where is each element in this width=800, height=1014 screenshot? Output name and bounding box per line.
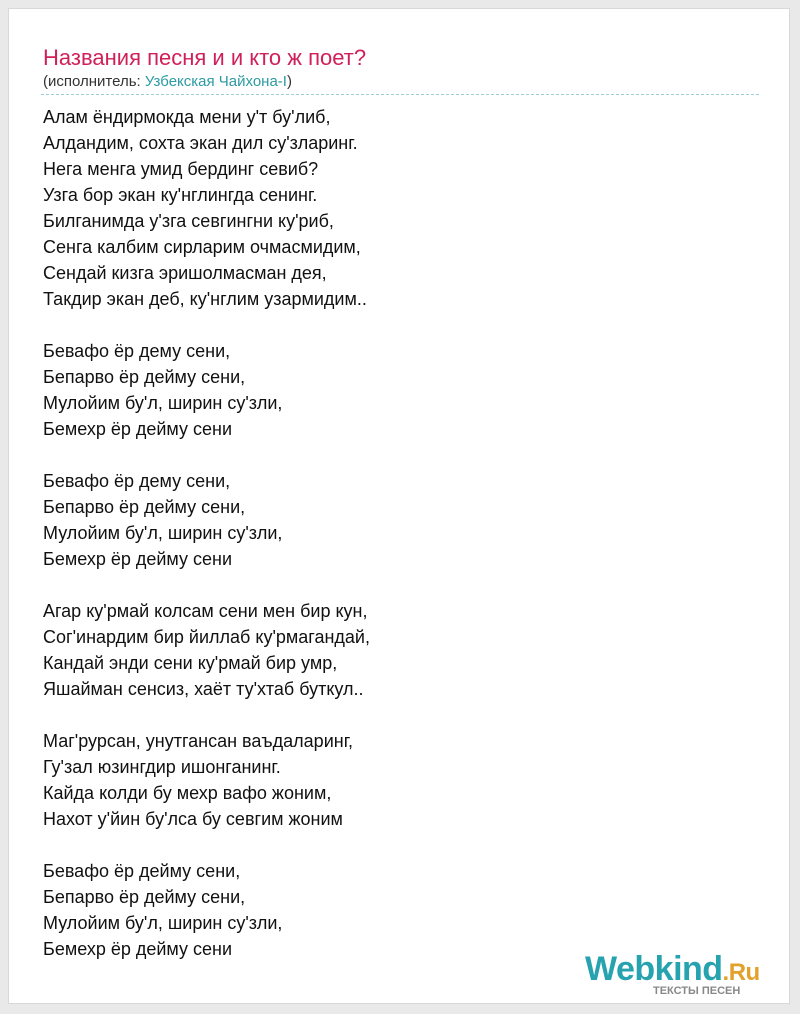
lyric-line: Бемехр ёр дейму сени — [43, 419, 232, 439]
lyric-line: Узга бор экан ку'нглингда сенинг. — [43, 185, 318, 205]
artist-line — [43, 73, 292, 90]
stanza-gap — [43, 832, 370, 858]
lyric-line: Кандай энди сени ку'рмай бир умр, — [43, 653, 338, 673]
lyric-line: Бевафо ёр дейму сени, — [43, 861, 241, 881]
lyric-line: Бепарво ёр дейму сени, — [43, 497, 246, 517]
lyric-line: Бевафо ёр дему сени, — [43, 471, 231, 491]
artist-prefix: (исполнитель: — [43, 73, 145, 90]
logo-tld: .Ru — [722, 959, 760, 986]
lyric-line: Яшайман сенсиз, хаёт ту'хтаб буткул.. — [43, 679, 364, 699]
lyric-line: Бевафо ёр дему сени, — [43, 341, 231, 361]
lyric-line: Мулойим бу'л, ширин су'зли, — [43, 523, 283, 543]
site-logo[interactable] — [585, 949, 785, 1001]
artist-suffix: ) — [286, 73, 292, 90]
logo-main-text: Webkind — [585, 950, 723, 988]
lyric-line: Бемехр ёр дейму сени — [43, 939, 232, 959]
lyric-line: Алдандим, сохта экан дил су'зларинг. — [43, 133, 358, 153]
lyric-line: Такдир экан деб, ку'нглим узармидим.. — [43, 289, 367, 309]
page-title: Названия песня и и кто ж поет? — [43, 45, 367, 70]
stanza-gap — [43, 572, 370, 598]
lyric-line: Нега менга умид бердинг севиб? — [43, 159, 319, 179]
lyric-line: Нахот у'йин бу'лса бу севгим жоним — [43, 809, 343, 829]
lyric-line: Бемехр ёр дейму сени — [43, 549, 232, 569]
lyric-line: Сенга калбим сирларим очмасмидим, — [43, 237, 361, 257]
lyric-line: Бепарво ёр дейму сени, — [43, 367, 246, 387]
lyric-line: Гу'зал юзингдир ишонганинг. — [43, 757, 281, 777]
header-divider — [41, 94, 759, 95]
lyric-line: Мулойим бу'л, ширин су'зли, — [43, 913, 283, 933]
lyric-line: Мулойим бу'л, ширин су'зли, — [43, 393, 283, 413]
lyric-line: Алам ёндирмокда мени у'т бу'либ, — [43, 107, 331, 127]
stanza-gap — [43, 702, 370, 728]
lyric-line: Сендай кизга эришолмасман дея, — [43, 263, 327, 283]
stanza-gap — [43, 442, 370, 468]
artist-link[interactable]: Узбекская Чайхона-I — [144, 73, 287, 90]
lyric-line: Бепарво ёр дейму сени, — [43, 887, 246, 907]
lyric-line: Билганимда у'зга севгингни ку'риб, — [43, 211, 334, 231]
logo-subtitle: ТЕКСТЫ ПЕСЕН — [653, 985, 741, 997]
lyric-line: Кайда колди бу мехр вафо жоним, — [43, 783, 332, 803]
stanza-gap — [43, 312, 370, 338]
lyric-line: Сог'инардим бир йиллаб ку'рмагандай, — [43, 627, 370, 647]
lyric-line: Маг'рурсан, унутгансан ваъдаларинг, — [43, 731, 354, 751]
lyric-line: Агар ку'рмай колсам сени мен бир кун, — [43, 601, 368, 621]
lyrics-text — [43, 104, 370, 962]
lyrics-card — [8, 8, 790, 1004]
